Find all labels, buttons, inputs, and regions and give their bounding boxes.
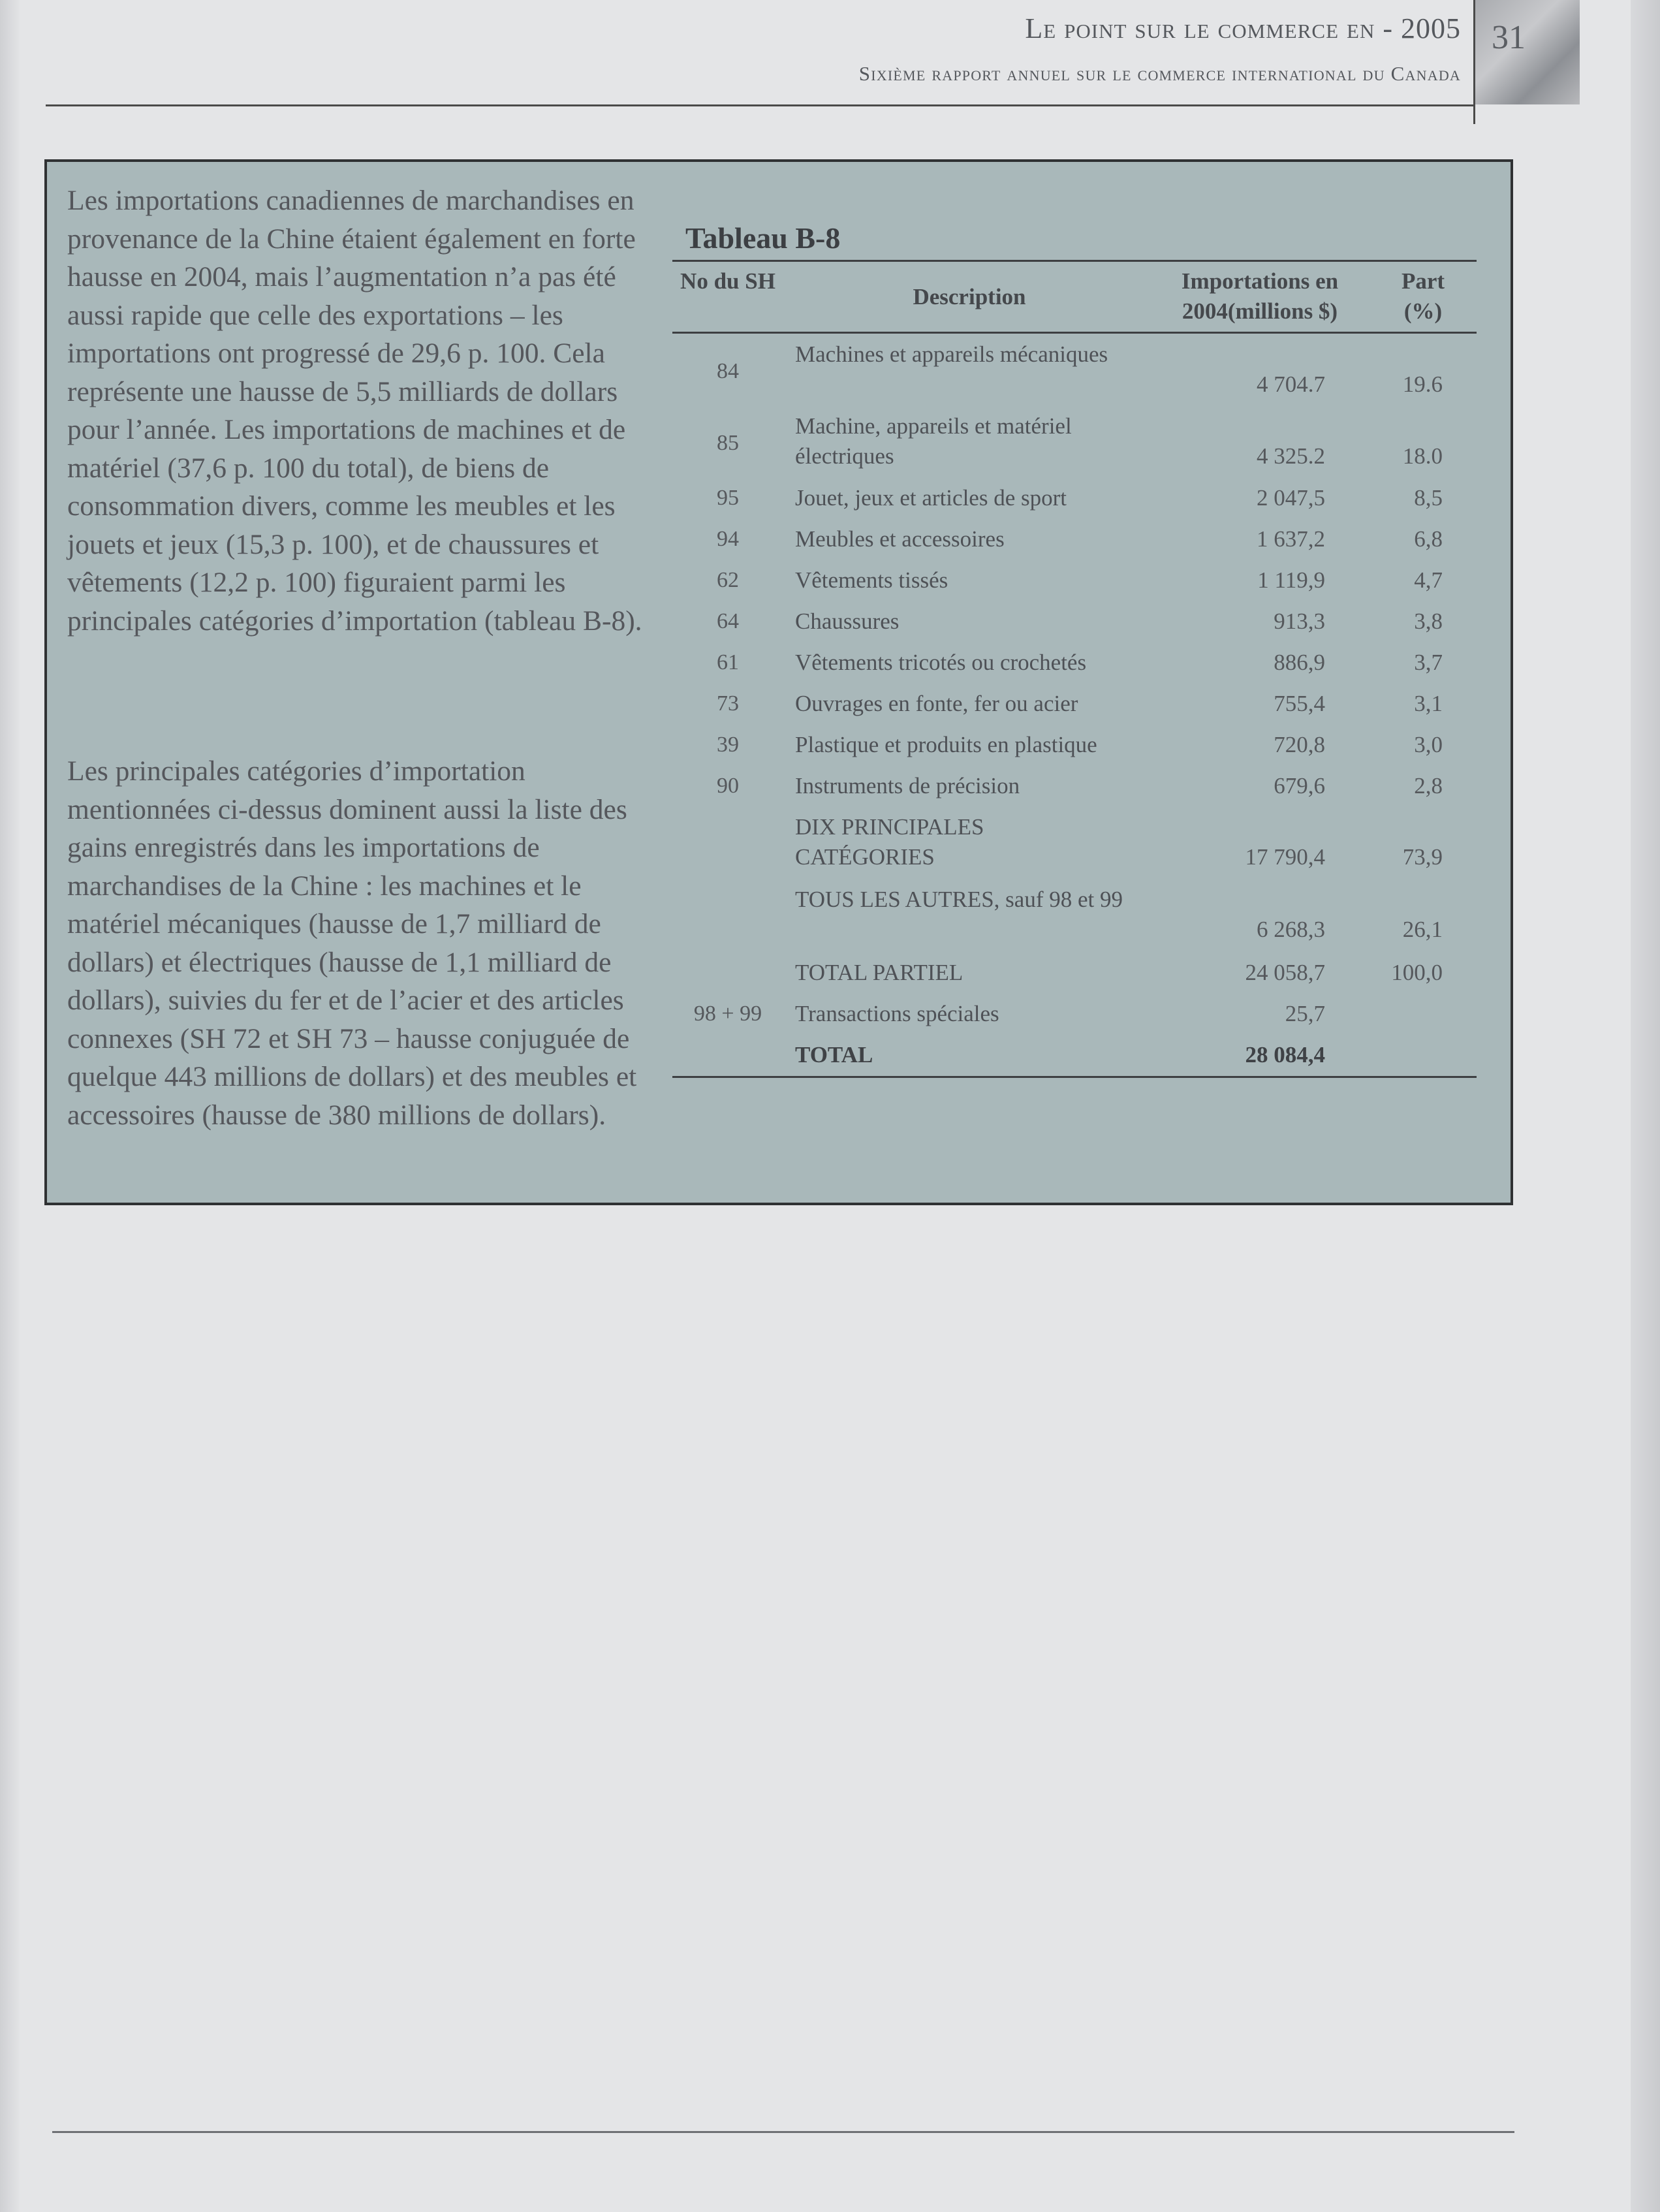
- cell-sh: 84: [717, 359, 739, 383]
- cell-imports: 2 047,5: [1257, 485, 1325, 511]
- header-share: Part (%): [1401, 268, 1445, 324]
- cell-sh: 64: [717, 609, 739, 633]
- body-paragraph-2: Les principales catégories d’importation mentionnées ci-dessus dominent aussi la liste des gains enregistrés dans les importations de marchandises de la Chine : les machines et le matériel mécaniques (hausse de 1,7 milliard de dollars) et électriques (hausse de 1,1 milliard de dollars), suivies du fer et de l’acier et des articles connexes (SH 72 et SH 73 – hausse conjuguée de quelque 443 millions de dollars) et des meubles et accessoires (hausse de 380 millions de dollars).: [67, 755, 637, 1131]
- table-top-rule: [672, 260, 1477, 262]
- cell-description: TOUS LES AUTRES, sauf 98 et 99: [795, 887, 1123, 912]
- cell-imports: 886,9: [1274, 650, 1325, 675]
- header-description: Description: [913, 284, 1026, 309]
- cell-sh: 73: [717, 691, 739, 716]
- cell-share: 18.0: [1402, 443, 1443, 469]
- cell-sh: 95: [717, 486, 739, 510]
- cell-share: 6,8: [1414, 526, 1443, 552]
- cell-description: Machines et appareils mécaniques: [795, 341, 1108, 367]
- table-header-rule: [672, 332, 1477, 334]
- cell-imports: 755,4: [1274, 691, 1325, 716]
- cell-description: DIX PRINCIPALES CATÉGORIES: [795, 814, 984, 870]
- cell-description: Vêtements tissés: [795, 567, 948, 593]
- cell-share: 8,5: [1414, 485, 1443, 511]
- cell-imports: 4 704.7: [1257, 371, 1325, 397]
- cell-imports: 25,7: [1285, 1001, 1325, 1026]
- cell-sh: 39: [717, 733, 739, 757]
- footer-rule: [52, 2131, 1514, 2133]
- cell-sh: 94: [717, 527, 739, 551]
- cell-share: 26,1: [1402, 917, 1443, 942]
- cell-share: 19.6: [1402, 371, 1443, 397]
- cell-description: Machine, appareils et matériel électriques: [795, 413, 1072, 469]
- cell-description: Meubles et accessoires: [795, 526, 1005, 552]
- page-number: 31: [1492, 19, 1526, 56]
- running-header-subtitle: Sixième rapport annuel sur le commerce international du Canada: [858, 62, 1461, 85]
- page-number-tab: [1475, 0, 1580, 104]
- cell-imports: 720,8: [1274, 732, 1325, 757]
- cell-imports: 679,6: [1274, 773, 1325, 798]
- cell-sh: 62: [717, 568, 739, 592]
- cell-imports: 24 058,7: [1245, 960, 1325, 985]
- cell-sh: 90: [717, 774, 739, 798]
- cell-description: Transactions spéciales: [795, 1001, 999, 1026]
- header-sh: No du SH: [680, 268, 775, 294]
- cell-sh: 85: [717, 431, 739, 455]
- cell-description: Chaussures: [795, 608, 900, 634]
- cell-imports: 4 325.2: [1257, 443, 1325, 469]
- header-imports: Importations en 2004(millions $): [1181, 268, 1339, 324]
- cell-sh: 61: [717, 650, 739, 674]
- cell-description: TOTAL: [795, 1042, 873, 1067]
- cell-description: Plastique et produits en plastique: [795, 732, 1097, 757]
- cell-description: Instruments de précision: [795, 773, 1020, 798]
- page-edge-right: [1631, 0, 1660, 2212]
- cell-share: 73,9: [1402, 844, 1443, 870]
- cell-sh: 98 + 99: [693, 1002, 762, 1026]
- table-title: Tableau B-8: [685, 221, 841, 255]
- cell-description: Ouvrages en fonte, fer ou acier: [795, 691, 1078, 716]
- body-paragraph-1: Les importations canadiennes de marchandises en provenance de la Chine étaient également en forte hausse en 2004, mais l’augmentation n’a pas été aussi rapide que celle des exportations – les importations ont progressé de 29,6 p. 100. Cela représente une hausse de 5,5 milliards de dollars pour l’année. Les importations de machines et de matériel (37,6 p. 100 du total), de biens de consommation divers, comme les meubles et les jouets et jeux (15,3 p. 100), et de chaussures et vêtements (12,2 p. 100) figuraient parmi les principales catégories d’importation (tableau B-8).: [67, 185, 642, 637]
- table-bottom-rule: [672, 1076, 1477, 1078]
- cell-share: 3,8: [1414, 608, 1443, 634]
- cell-imports: 1 637,2: [1257, 526, 1325, 552]
- cell-share: 100,0: [1391, 960, 1443, 985]
- header-rule: [46, 104, 1475, 106]
- cell-description: Jouet, jeux et articles de sport: [795, 485, 1067, 511]
- cell-share: 3,0: [1414, 732, 1443, 757]
- page-edge-left: [0, 0, 20, 2212]
- cell-description: TOTAL PARTIEL: [795, 960, 963, 985]
- running-header-title: Le point sur le commerce en - 2005: [1025, 12, 1461, 44]
- cell-share: 4,7: [1414, 567, 1443, 593]
- cell-imports: 28 084,4: [1245, 1042, 1325, 1067]
- cell-description: Vêtements tricotés ou crochetés: [795, 650, 1087, 675]
- cell-share: 2,8: [1414, 773, 1443, 798]
- cell-imports: 913,3: [1274, 608, 1325, 634]
- cell-share: 3,1: [1414, 691, 1443, 716]
- cell-share: 3,7: [1414, 650, 1443, 675]
- cell-imports: 17 790,4: [1245, 844, 1325, 870]
- cell-imports: 1 119,9: [1257, 567, 1325, 593]
- cell-imports: 6 268,3: [1257, 917, 1325, 942]
